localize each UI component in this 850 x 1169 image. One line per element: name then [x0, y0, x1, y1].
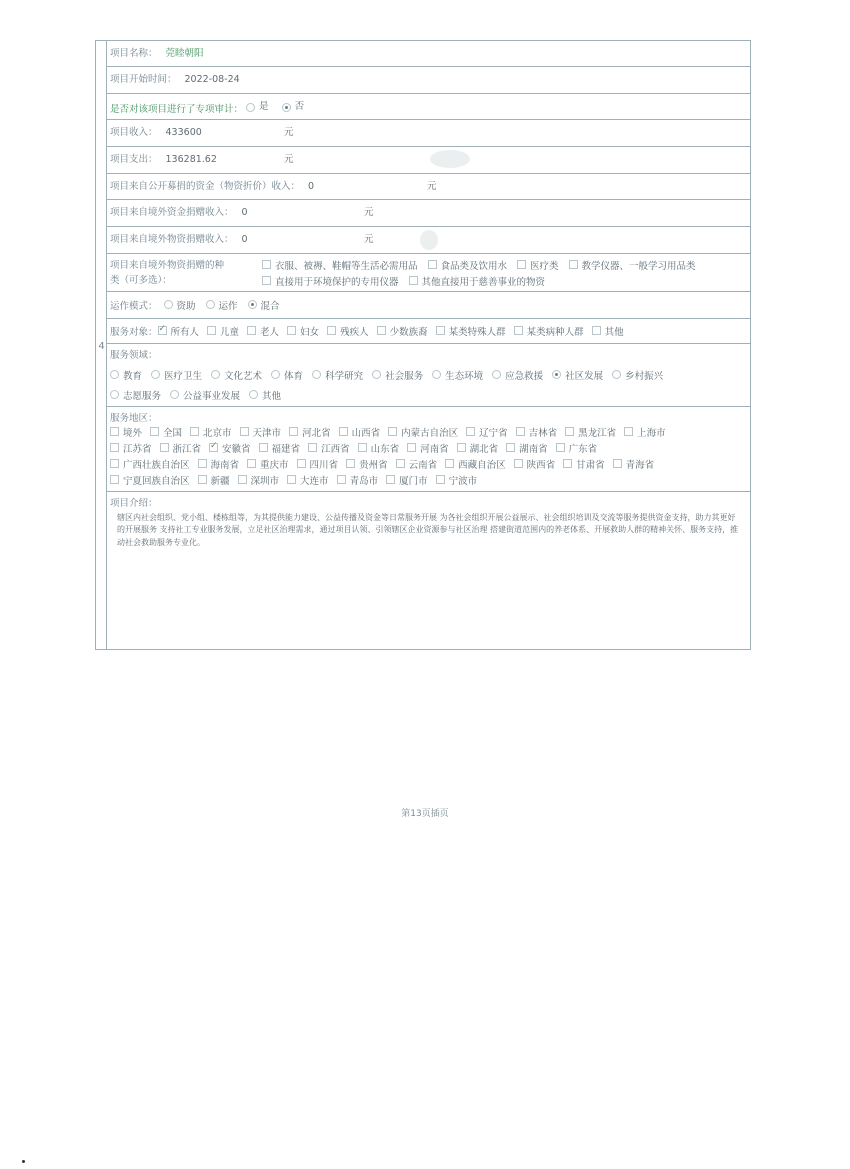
service-region-option[interactable] [514, 457, 556, 471]
public-funds-unit: 元 [427, 180, 437, 192]
service-region-option-label: 河南省 [420, 443, 449, 455]
goods-type-option-label: 其他直接用于慈善事业的物资 [421, 276, 546, 288]
service-region-option[interactable] [150, 425, 182, 439]
service-region-option[interactable] [259, 441, 301, 455]
service-region-option-label: 山东省 [370, 443, 400, 455]
service-region-option[interactable] [556, 441, 598, 455]
overseas-funds-label: 项目来自境外资金捐赠收入： [110, 207, 234, 219]
service-region-option-label: 全国 [163, 427, 183, 439]
service-target-option-label: 儿童 [220, 326, 240, 338]
service-target-option-label: 少数族裔 [389, 326, 428, 338]
service-field-option[interactable] [249, 388, 281, 402]
service-target-option-label: 某类特殊人群 [448, 326, 506, 338]
operation-mode-option[interactable] [206, 298, 238, 312]
service-field-option-label: 教育 [123, 370, 143, 382]
service-region-option[interactable] [506, 441, 548, 455]
service-region-checkbox[interactable] [386, 475, 395, 484]
service-region-option[interactable] [457, 441, 499, 455]
service-region-option-label: 青海省 [625, 459, 655, 471]
service-region-checkbox[interactable] [457, 443, 466, 452]
service-region-option-label: 宁波市 [448, 475, 478, 487]
service-field-radio[interactable] [249, 390, 258, 399]
scan-speck [22, 1160, 25, 1163]
service-target-option-label: 所有人 [170, 326, 200, 338]
service-region-option-label: 江西省 [321, 443, 350, 455]
service-region-option-label: 北京市 [203, 427, 232, 439]
service-field-option[interactable] [211, 368, 262, 382]
service-target-option-label: 妇女 [300, 326, 320, 338]
service-field-row [107, 344, 750, 407]
page-footer: 第13页插页 [401, 809, 449, 819]
service-field-option-label: 乡村振兴 [625, 370, 664, 382]
service-field-option-label: 生态环境 [445, 370, 484, 382]
service-region-option-label: 上海市 [637, 427, 666, 439]
service-field-radio[interactable] [110, 390, 119, 399]
service-region-option-label: 宁夏回族自治区 [123, 475, 190, 487]
service-region-option[interactable] [209, 441, 251, 455]
audit-yes-radio[interactable] [246, 103, 255, 112]
audit-option-yes[interactable] [246, 94, 269, 121]
service-region-option[interactable] [238, 473, 280, 487]
service-target-checkbox[interactable] [592, 326, 601, 335]
service-target-option[interactable] [158, 324, 200, 338]
service-region-option-label: 浙江省 [172, 443, 202, 455]
service-region-checkbox[interactable] [289, 427, 298, 436]
service-region-option-label: 青岛市 [349, 475, 379, 487]
service-region-option[interactable] [110, 473, 190, 487]
service-field-radio[interactable] [211, 370, 220, 379]
service-region-option[interactable] [624, 425, 666, 439]
operation-mode-radio[interactable] [206, 300, 215, 309]
service-region-checkbox[interactable] [388, 427, 397, 436]
service-field-option-label: 医疗卫生 [164, 370, 203, 382]
overseas-funds-value: 0 [241, 207, 248, 219]
goods-type-option[interactable] [517, 258, 559, 272]
report-table [95, 40, 751, 650]
service-field-option-label: 公益事业发展 [183, 390, 241, 402]
intro-text: 辖区内社会组织、党小组、楼栋组等，为其提供能力建设、公益传播及资金等日常服务开展 为各社会组织开展公益展示、社会组织培训及交流等服务提供资金支持，助力其更好的开展服务 支持社工专业服务发展，立足社区治理需求，通过项目认领、引领辖区企业资源参与社区治理 搭建街道范围内的养老体系、开展救助人群的精神关怀、服务支持，推动社会救助服务专业化。 [117, 512, 739, 547]
service-region-option[interactable] [198, 457, 240, 471]
operation-row [107, 292, 750, 319]
service-field-radio[interactable] [552, 370, 561, 379]
income-row [107, 120, 750, 147]
service-region-option[interactable] [308, 441, 350, 455]
service-field-option[interactable] [110, 368, 142, 382]
service-region-checkbox[interactable] [238, 475, 247, 484]
service-region-option-label: 黑龙江省 [578, 427, 617, 439]
service-region-option[interactable] [396, 457, 438, 471]
service-field-option-label: 社会服务 [385, 370, 424, 382]
service-region-checkbox[interactable] [240, 427, 249, 436]
service-region-checkbox[interactable] [396, 459, 405, 468]
service-field-option-label: 志愿服务 [123, 390, 162, 402]
service-region-option[interactable] [297, 457, 339, 471]
start-time-value: 2022-08-24 [184, 74, 240, 85]
service-field-radio[interactable] [492, 370, 501, 379]
service-field-radio[interactable] [110, 370, 119, 379]
service-target-option-label: 其他 [604, 326, 624, 338]
operation-mode-option-label: 资助 [176, 300, 196, 312]
service-field-radio[interactable] [612, 370, 621, 379]
service-region-option-label: 大连市 [300, 475, 329, 487]
service-field-option[interactable] [432, 368, 483, 382]
service-region-checkbox[interactable] [358, 443, 367, 452]
service-field-radio[interactable] [151, 370, 160, 379]
service-region-checkbox[interactable] [198, 475, 207, 484]
income-value: 433600 [165, 127, 202, 139]
service-target-option[interactable] [327, 324, 369, 338]
service-field-option[interactable] [110, 388, 161, 402]
service-region-option[interactable] [466, 425, 508, 439]
goods-types-label-1: 项目来自境外物资捐赠的种 [110, 259, 225, 271]
service-region-option[interactable] [289, 425, 331, 439]
audit-row [107, 94, 750, 121]
goods-type-option[interactable] [262, 258, 418, 272]
goods-types-row [107, 254, 750, 292]
service-region-option-label: 四川省 [309, 459, 339, 471]
goods-type-checkbox[interactable] [569, 260, 578, 269]
service-region-checkbox[interactable] [613, 459, 622, 468]
service-region-option-label: 天津市 [252, 427, 282, 439]
service-region-option-label: 甘肃省 [576, 459, 605, 471]
service-region-option[interactable] [407, 441, 449, 455]
service-field-radio[interactable] [312, 370, 321, 379]
service-region-option[interactable] [386, 473, 428, 487]
goods-types-label-2: 类（可多选）： [110, 274, 172, 286]
service-region-checkbox[interactable] [346, 459, 355, 468]
service-region-checkbox[interactable] [308, 443, 317, 452]
service-target-checkbox[interactable] [436, 326, 445, 335]
intro-row [107, 492, 750, 647]
service-region-option[interactable] [110, 457, 190, 471]
service-region-checkbox[interactable] [198, 459, 207, 468]
service-region-checkbox[interactable] [624, 427, 633, 436]
audit-label: 是否对该项目进行了专项审计： [110, 103, 244, 115]
service-region-option[interactable] [240, 425, 282, 439]
expense-unit: 元 [284, 154, 294, 166]
goods-type-checkbox[interactable] [262, 260, 271, 269]
service-field-option[interactable] [492, 368, 543, 382]
service-region-option-label: 云南省 [408, 459, 438, 471]
service-field-option[interactable] [312, 368, 363, 382]
service-region-option[interactable] [110, 441, 152, 455]
service-region-option-label: 厦门市 [399, 475, 428, 487]
service-field-option-label: 其他 [262, 390, 282, 402]
service-region-checkbox[interactable] [150, 427, 159, 436]
service-region-checkbox[interactable] [297, 459, 306, 468]
row-number: 4 [98, 341, 105, 352]
service-region-option-label: 重庆市 [260, 459, 289, 471]
service-region-checkbox[interactable] [287, 475, 296, 484]
service-region-checkbox[interactable] [466, 427, 475, 436]
service-region-option[interactable] [358, 441, 400, 455]
service-region-checkbox[interactable] [514, 459, 523, 468]
start-time-label: 项目开始时间： [110, 74, 177, 85]
service-region-option-label: 西藏自治区 [458, 459, 506, 471]
service-region-option-label: 福建省 [271, 443, 301, 455]
service-region-option-label: 广西壮族自治区 [123, 459, 190, 471]
service-target-checkbox[interactable] [207, 326, 216, 335]
audit-no-label: 否 [294, 100, 305, 112]
expense-label: 项目支出： [110, 154, 158, 166]
service-field-option-label: 应急救援 [505, 370, 544, 382]
audit-yes-label: 是 [259, 100, 269, 112]
overseas-funds-row [107, 200, 750, 227]
service-region-checkbox[interactable] [506, 443, 515, 452]
service-field-radio[interactable] [372, 370, 381, 379]
service-region-checkbox[interactable] [110, 443, 119, 452]
service-target-option-label: 某类病种人群 [526, 326, 584, 338]
service-field-radio[interactable] [271, 370, 280, 379]
service-field-option-label: 科学研究 [325, 370, 364, 382]
service-region-option[interactable] [247, 457, 289, 471]
project-name-row [107, 41, 750, 67]
service-region-option-label: 安徽省 [222, 443, 251, 455]
service-target-option[interactable] [514, 324, 584, 338]
service-target-option[interactable] [207, 324, 239, 338]
service-target-checkbox[interactable] [158, 326, 167, 335]
service-target-checkbox[interactable] [514, 326, 523, 335]
goods-type-option-label: 食品类及饮用水 [440, 260, 508, 272]
service-region-option-label: 辽宁省 [479, 427, 508, 439]
service-region-option[interactable] [613, 457, 655, 471]
goods-type-option[interactable] [428, 258, 508, 272]
overseas-funds-unit: 元 [364, 207, 374, 219]
goods-type-checkbox[interactable] [428, 260, 437, 269]
public-funds-row [107, 174, 750, 201]
service-region-label: 服务地区： [110, 412, 158, 424]
service-field-label: 服务领域： [110, 349, 158, 361]
service-region-option-label: 境外 [123, 427, 143, 439]
service-region-checkbox[interactable] [516, 427, 525, 436]
service-region-checkbox[interactable] [247, 459, 256, 468]
service-region-checkbox[interactable] [110, 459, 119, 468]
service-region-option-label: 广东省 [568, 443, 598, 455]
service-region-option[interactable] [445, 457, 506, 471]
service-field-option-label: 体育 [284, 370, 304, 382]
service-region-option[interactable] [337, 473, 379, 487]
service-region-option-label: 吉林省 [528, 427, 558, 439]
income-unit: 元 [284, 127, 294, 139]
service-target-option[interactable] [247, 324, 279, 338]
service-region-checkbox[interactable] [259, 443, 268, 452]
project-name-value: 莞睦朝阳 [165, 48, 204, 59]
row-index-column [96, 41, 107, 649]
operation-mode-option[interactable] [248, 298, 280, 312]
service-field-option[interactable] [552, 368, 603, 382]
service-region-option[interactable] [516, 425, 558, 439]
intro-label: 项目介绍： [110, 497, 158, 509]
service-region-option[interactable] [565, 425, 616, 439]
start-time-row [107, 67, 750, 94]
service-region-checkbox[interactable] [436, 475, 445, 484]
audit-option-no[interactable] [282, 94, 305, 121]
service-region-option[interactable] [388, 425, 458, 439]
scan-speck [430, 150, 470, 168]
goods-type-checkbox[interactable] [409, 276, 418, 285]
service-region-checkbox[interactable] [209, 443, 218, 452]
service-target-option-label: 老人 [260, 326, 280, 338]
service-field-option-label: 社区发展 [565, 370, 604, 382]
service-region-option-label: 湖南省 [519, 443, 548, 455]
goods-type-option[interactable] [409, 274, 546, 288]
goods-type-option-label: 教学仪器、一般学习用品类 [581, 260, 696, 272]
public-funds-label: 项目来自公开募捐的资金（物资折价）收入： [110, 180, 301, 192]
service-field-option[interactable] [612, 368, 663, 382]
service-field-option[interactable] [170, 388, 240, 402]
income-label: 项目收入： [110, 127, 158, 139]
service-region-option-label: 湖北省 [469, 443, 499, 455]
public-funds-value: 0 [308, 180, 315, 192]
service-region-option-label: 新疆 [210, 475, 230, 487]
audit-no-radio[interactable] [282, 103, 291, 112]
service-region-option-label: 江苏省 [123, 443, 152, 455]
service-field-radio[interactable] [170, 390, 179, 399]
service-target-option-label: 残疾人 [340, 326, 369, 338]
service-region-option-label: 贵州省 [359, 459, 388, 471]
service-region-option[interactable] [339, 425, 381, 439]
operation-mode-radio[interactable] [164, 300, 173, 309]
service-target-checkbox[interactable] [287, 326, 296, 335]
service-region-checkbox[interactable] [110, 427, 119, 436]
service-region-checkbox[interactable] [445, 459, 454, 468]
goods-type-option-label: 衣服、被褥、鞋帽等生活必需用品 [275, 260, 418, 272]
service-target-checkbox[interactable] [377, 326, 386, 335]
goods-type-option-label: 医疗类 [530, 260, 559, 272]
service-target-option[interactable] [592, 324, 624, 338]
service-target-label: 服务对象： [110, 326, 158, 338]
service-region-option-label: 深圳市 [250, 475, 280, 487]
service-region-checkbox[interactable] [556, 443, 565, 452]
overseas-goods-value: 0 [241, 234, 248, 246]
service-target-option[interactable] [287, 324, 319, 338]
service-region-option-label: 内蒙古自治区 [401, 427, 459, 439]
service-field-option-label: 文化艺术 [224, 370, 263, 382]
service-region-checkbox[interactable] [337, 475, 346, 484]
service-region-option[interactable] [160, 441, 202, 455]
service-region-checkbox[interactable] [160, 443, 169, 452]
service-region-option[interactable] [346, 457, 388, 471]
service-region-checkbox[interactable] [407, 443, 416, 452]
service-region-checkbox[interactable] [110, 475, 119, 484]
service-region-row [107, 407, 750, 492]
goods-type-checkbox[interactable] [262, 276, 271, 285]
service-target-option[interactable] [377, 324, 428, 338]
service-region-option-label: 海南省 [210, 459, 240, 471]
operation-mode-radio[interactable] [248, 300, 257, 309]
service-target-option[interactable] [436, 324, 506, 338]
service-region-option-label: 河北省 [302, 427, 331, 439]
project-name-label: 项目名称： [110, 48, 158, 59]
service-region-option[interactable] [110, 425, 142, 439]
service-target-checkbox[interactable] [247, 326, 256, 335]
service-field-option[interactable] [372, 368, 423, 382]
service-region-checkbox[interactable] [563, 459, 572, 468]
scan-speck [420, 230, 438, 250]
expense-row [107, 147, 750, 174]
overseas-goods-unit: 元 [364, 234, 374, 246]
operation-mode-option[interactable] [164, 298, 196, 312]
service-region-option[interactable] [198, 473, 230, 487]
service-region-checkbox[interactable] [190, 427, 199, 436]
service-region-option[interactable] [563, 457, 605, 471]
service-target-row [107, 319, 750, 344]
service-field-option[interactable] [151, 368, 202, 382]
service-region-checkbox[interactable] [339, 427, 348, 436]
service-region-option[interactable] [287, 473, 329, 487]
operation-label: 运作模式： [110, 300, 158, 312]
expense-value: 136281.62 [165, 154, 217, 166]
goods-type-option-label: 直接用于环境保护的专用仪器 [275, 276, 399, 288]
goods-type-option[interactable] [262, 274, 399, 288]
service-region-option-label: 陕西省 [526, 459, 556, 471]
service-target-checkbox[interactable] [327, 326, 336, 335]
service-region-option[interactable] [436, 473, 478, 487]
overseas-goods-label: 项目来自境外物资捐赠收入： [110, 234, 234, 246]
service-region-checkbox[interactable] [565, 427, 574, 436]
goods-type-checkbox[interactable] [517, 260, 526, 269]
goods-type-option[interactable] [569, 258, 696, 272]
service-field-option[interactable] [271, 368, 303, 382]
service-region-option-label: 山西省 [351, 427, 381, 439]
service-region-option[interactable] [190, 425, 232, 439]
service-field-radio[interactable] [432, 370, 441, 379]
operation-mode-option-label: 混合 [260, 300, 280, 312]
operation-mode-option-label: 运作 [218, 300, 238, 312]
